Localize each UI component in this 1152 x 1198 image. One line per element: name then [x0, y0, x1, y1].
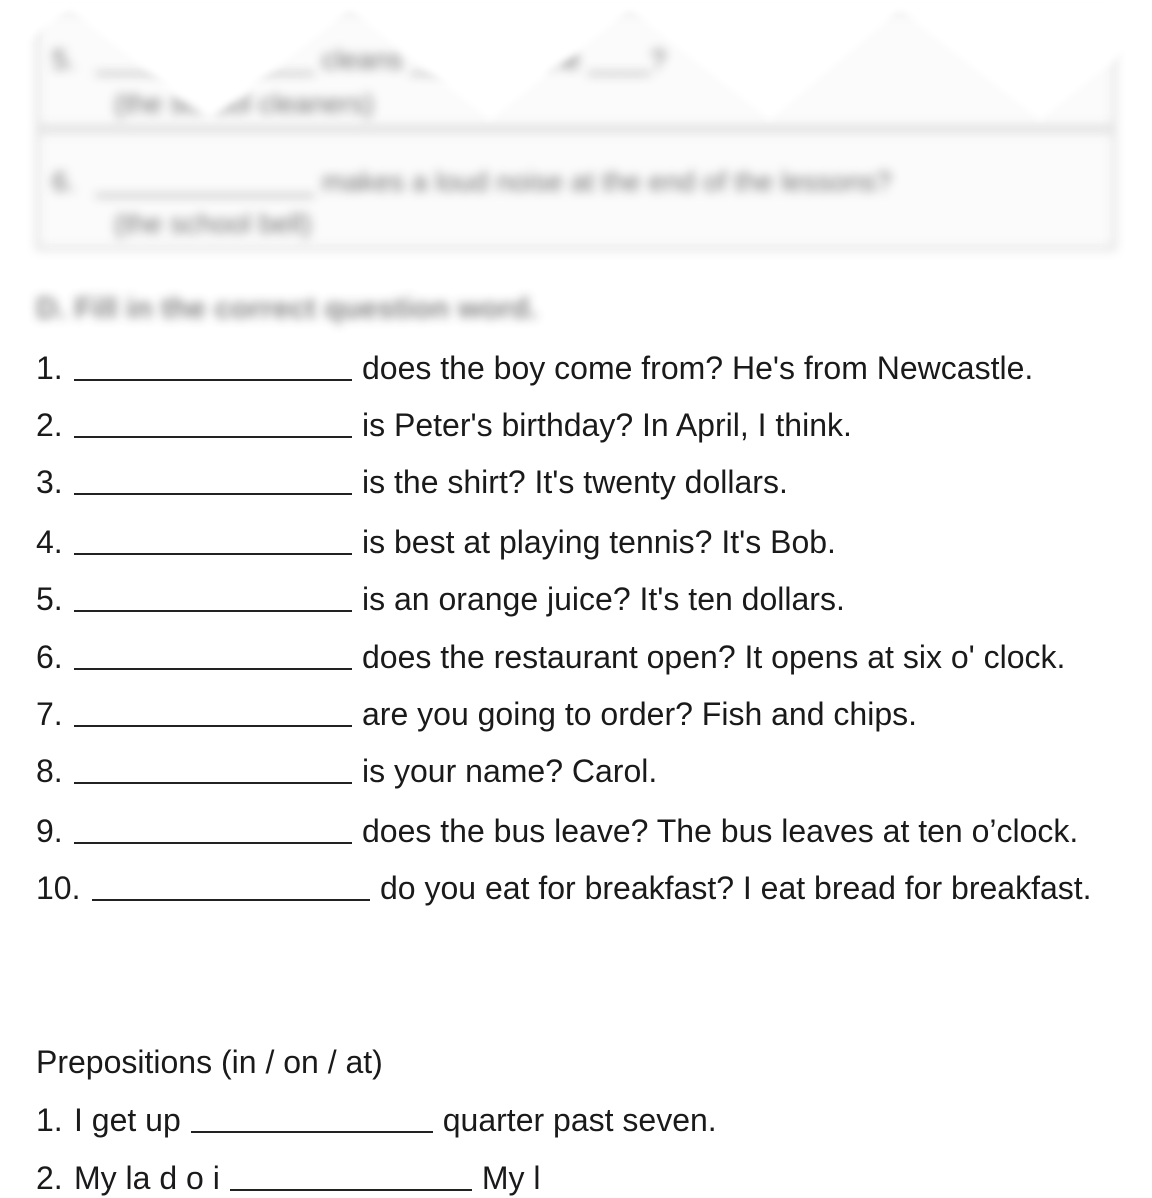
item-5-hint: (the school cleaners): [114, 88, 374, 119]
section-d-heading: D. Fill in the correct question word.: [36, 292, 538, 325]
item-6-text: ______________ makes a loud noise at the end of the lessons?: [96, 166, 892, 197]
item-5-text: ______________ cleans ______ in the ____?: [96, 44, 666, 75]
answer-blank[interactable]: [74, 782, 352, 784]
preposition-text-after: quarter past seven.: [442, 1102, 717, 1138]
answer-blank[interactable]: [74, 379, 352, 381]
answer-blank[interactable]: [74, 553, 352, 555]
preposition-text-before: I get up: [74, 1102, 181, 1138]
preposition-text-after: My l: [481, 1160, 541, 1196]
prepositions-title: Prepositions (in / on / at): [36, 1044, 383, 1080]
question-text: does the boy come from? He's from Newcastle.: [362, 350, 1034, 386]
answer-blank[interactable]: [74, 668, 352, 670]
question-number: 6.: [36, 639, 63, 675]
question-text: are you going to order? Fish and chips.: [362, 696, 917, 732]
question-row-5: [36, 579, 845, 619]
question-row-9: [36, 811, 1078, 851]
answer-blank[interactable]: [74, 610, 352, 612]
question-text: do you eat for breakfast? I eat bread for breakfast.: [380, 870, 1092, 906]
question-row-2: [36, 405, 852, 445]
answer-blank[interactable]: [74, 842, 352, 844]
answer-blank[interactable]: [74, 436, 352, 438]
question-number: 8.: [36, 753, 63, 789]
preposition-text-mid: d o i: [159, 1160, 220, 1196]
question-row-4: [36, 522, 836, 562]
preposition-answer-blank[interactable]: [191, 1131, 433, 1133]
preposition-text-before: My la: [74, 1160, 151, 1196]
question-number: 10.: [36, 870, 81, 906]
question-number: 2.: [36, 407, 63, 443]
question-number: 7.: [36, 696, 63, 732]
question-row-1: [36, 348, 1033, 388]
preposition-row-1: [36, 1100, 717, 1140]
question-row-10: [36, 868, 1092, 908]
preposition-number: 2.: [36, 1160, 63, 1196]
answer-blank[interactable]: [74, 493, 352, 495]
question-text: does the restaurant open? It opens at six o' clock.: [362, 639, 1066, 675]
item-6-number: 6.: [52, 166, 76, 197]
question-row-7: [36, 694, 917, 734]
preposition-answer-blank[interactable]: [230, 1189, 472, 1191]
question-row-3: [36, 462, 788, 502]
question-row-8: [36, 751, 657, 791]
question-text: does the bus leave? The bus leaves at ten o’clock.: [362, 813, 1079, 849]
question-text: is best at playing tennis? It's Bob.: [362, 524, 836, 560]
question-text: is an orange juice? It's ten dollars.: [362, 581, 845, 617]
question-number: 5.: [36, 581, 63, 617]
torn-edge-decoration: [0, 0, 1152, 130]
item-5-number: 5.: [52, 44, 76, 75]
question-number: 4.: [36, 524, 63, 560]
question-number: 9.: [36, 813, 63, 849]
answer-blank[interactable]: [74, 725, 352, 727]
preposition-number: 1.: [36, 1102, 63, 1138]
question-text: is Peter's birthday? In April, I think.: [362, 407, 852, 443]
question-number: 3.: [36, 464, 63, 500]
preposition-row-2-cut: [36, 1158, 540, 1198]
answer-blank[interactable]: [92, 899, 370, 901]
question-text: is the shirt? It's twenty dollars.: [362, 464, 788, 500]
question-text: is your name? Carol.: [362, 753, 658, 789]
question-number: 1.: [36, 350, 63, 386]
item-6-hint: (the school bell): [114, 208, 312, 239]
question-row-6: [36, 637, 1065, 677]
